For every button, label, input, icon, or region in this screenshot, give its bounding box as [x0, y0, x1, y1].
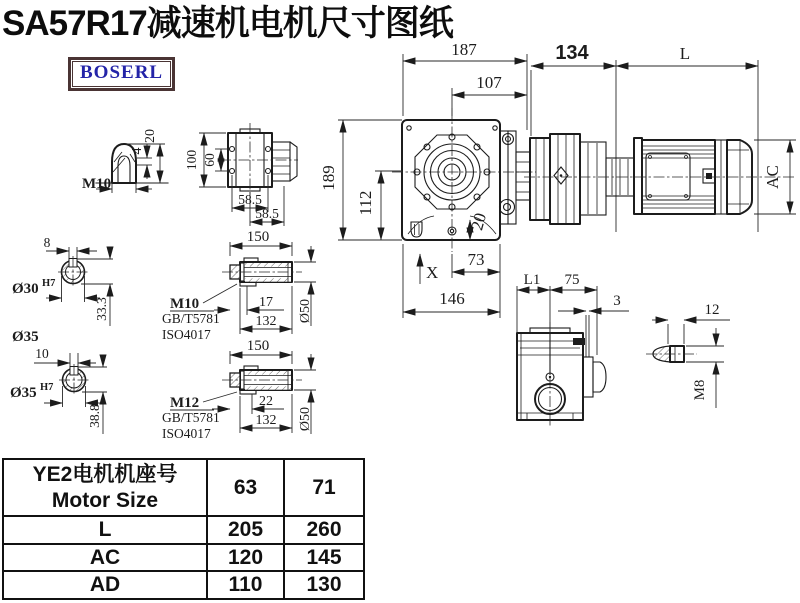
sleeve1-dim-50: Ø50: [298, 298, 313, 324]
frame-size-71: 71: [284, 459, 364, 516]
value-L-71: 260: [284, 516, 364, 544]
dim-187: 187: [451, 40, 477, 59]
dim-12: 12: [704, 302, 720, 318]
shaft-35-label: Ø35: [12, 329, 39, 345]
header-label-en: Motor Size: [51, 488, 159, 512]
table-row: [3, 516, 364, 544]
dim-112: 112: [356, 190, 375, 216]
bore-30-section: [12, 235, 113, 326]
header-label-cn: YE2电机机座号: [32, 462, 178, 486]
row-label-L: L: [3, 516, 207, 544]
sleeve1-thread-label: M10: [170, 296, 200, 312]
logo-text: BOSERL: [80, 62, 164, 83]
table-header-row: [3, 459, 364, 516]
bore-35-label: Ø35: [10, 385, 37, 401]
dim-33-3: 33.3: [94, 297, 109, 321]
frame-size-63: 63: [207, 459, 284, 516]
table-row: [3, 544, 364, 572]
dim-134: 134: [555, 42, 589, 64]
dim-73: 73: [467, 250, 485, 269]
gearbox-flange-top-view: [517, 272, 629, 428]
screw-detail-view: [646, 302, 730, 408]
dim-8: 8: [43, 235, 51, 250]
thread-m8-label: M8: [692, 379, 708, 401]
motor-size-table: [2, 458, 365, 600]
sleeve1-standard-gb: GB/T5781: [162, 311, 220, 326]
row-label-AD: AD: [3, 571, 207, 599]
dim-58-5-b: 58.5: [255, 206, 279, 221]
dim-3: 3: [613, 293, 621, 309]
sleeve2-dim-132: 132: [255, 413, 277, 428]
row-label-AC: AC: [3, 544, 207, 572]
sleeve2-dim-50: Ø50: [298, 406, 313, 432]
motor-side-view: [524, 42, 796, 232]
value-L-63: 205: [207, 516, 284, 544]
dim-100: 100: [184, 149, 199, 171]
shaft-end-view: [82, 129, 168, 193]
sleeve2-dim-150: 150: [246, 338, 270, 354]
page-title: SA57R17减速机电机尺寸图纸: [2, 4, 453, 43]
dim-146: 146: [439, 289, 465, 308]
dim-L: L: [679, 44, 691, 63]
dim-189: 189: [319, 165, 338, 191]
dim-38-8: 38.8: [87, 404, 102, 428]
sleeve1-standard-iso: ISO4017: [162, 327, 211, 342]
value-AD-71: 130: [284, 571, 364, 599]
value-AC-71: 145: [284, 544, 364, 572]
dim-4: 4: [130, 147, 145, 155]
dim-107: 107: [476, 73, 502, 92]
dim-60: 60: [202, 153, 217, 167]
motor-size-header: [3, 459, 207, 516]
gearbox-top-view: [184, 123, 298, 226]
thread-m10-label: M10: [82, 176, 112, 192]
sleeve2-thread-label: M12: [170, 395, 200, 411]
axis-x-label: X: [426, 263, 439, 282]
sleeve1-dim-150: 150: [246, 229, 270, 245]
dim-AC: AC: [763, 165, 782, 189]
bore-30-tolerance: H7: [42, 278, 56, 289]
value-AD-63: 110: [207, 571, 284, 599]
dim-10: 10: [35, 346, 49, 361]
bore-35-section: [10, 329, 107, 434]
bore-30-label: Ø30: [12, 281, 39, 297]
sleeve-m10-view: [162, 229, 316, 342]
sleeve2-standard-gb: GB/T5781: [162, 410, 220, 425]
dim-20-front: 20: [467, 210, 491, 233]
sleeve2-dim-22: 22: [259, 394, 273, 409]
dim-20-shaft: 20: [143, 129, 158, 143]
table-row: [3, 571, 364, 599]
value-AC-63: 120: [207, 544, 284, 572]
dim-L1: L1: [523, 272, 541, 288]
bore-35-tolerance: H7: [40, 382, 54, 393]
gearbox-front-view: [319, 40, 536, 318]
sleeve2-standard-iso: ISO4017: [162, 426, 211, 441]
sleeve-m12-view: [162, 338, 316, 441]
sleeve1-dim-132: 132: [255, 314, 277, 329]
dim-58-5-a: 58.5: [238, 192, 262, 207]
dim-75: 75: [564, 272, 580, 288]
sleeve1-dim-17: 17: [259, 295, 273, 310]
